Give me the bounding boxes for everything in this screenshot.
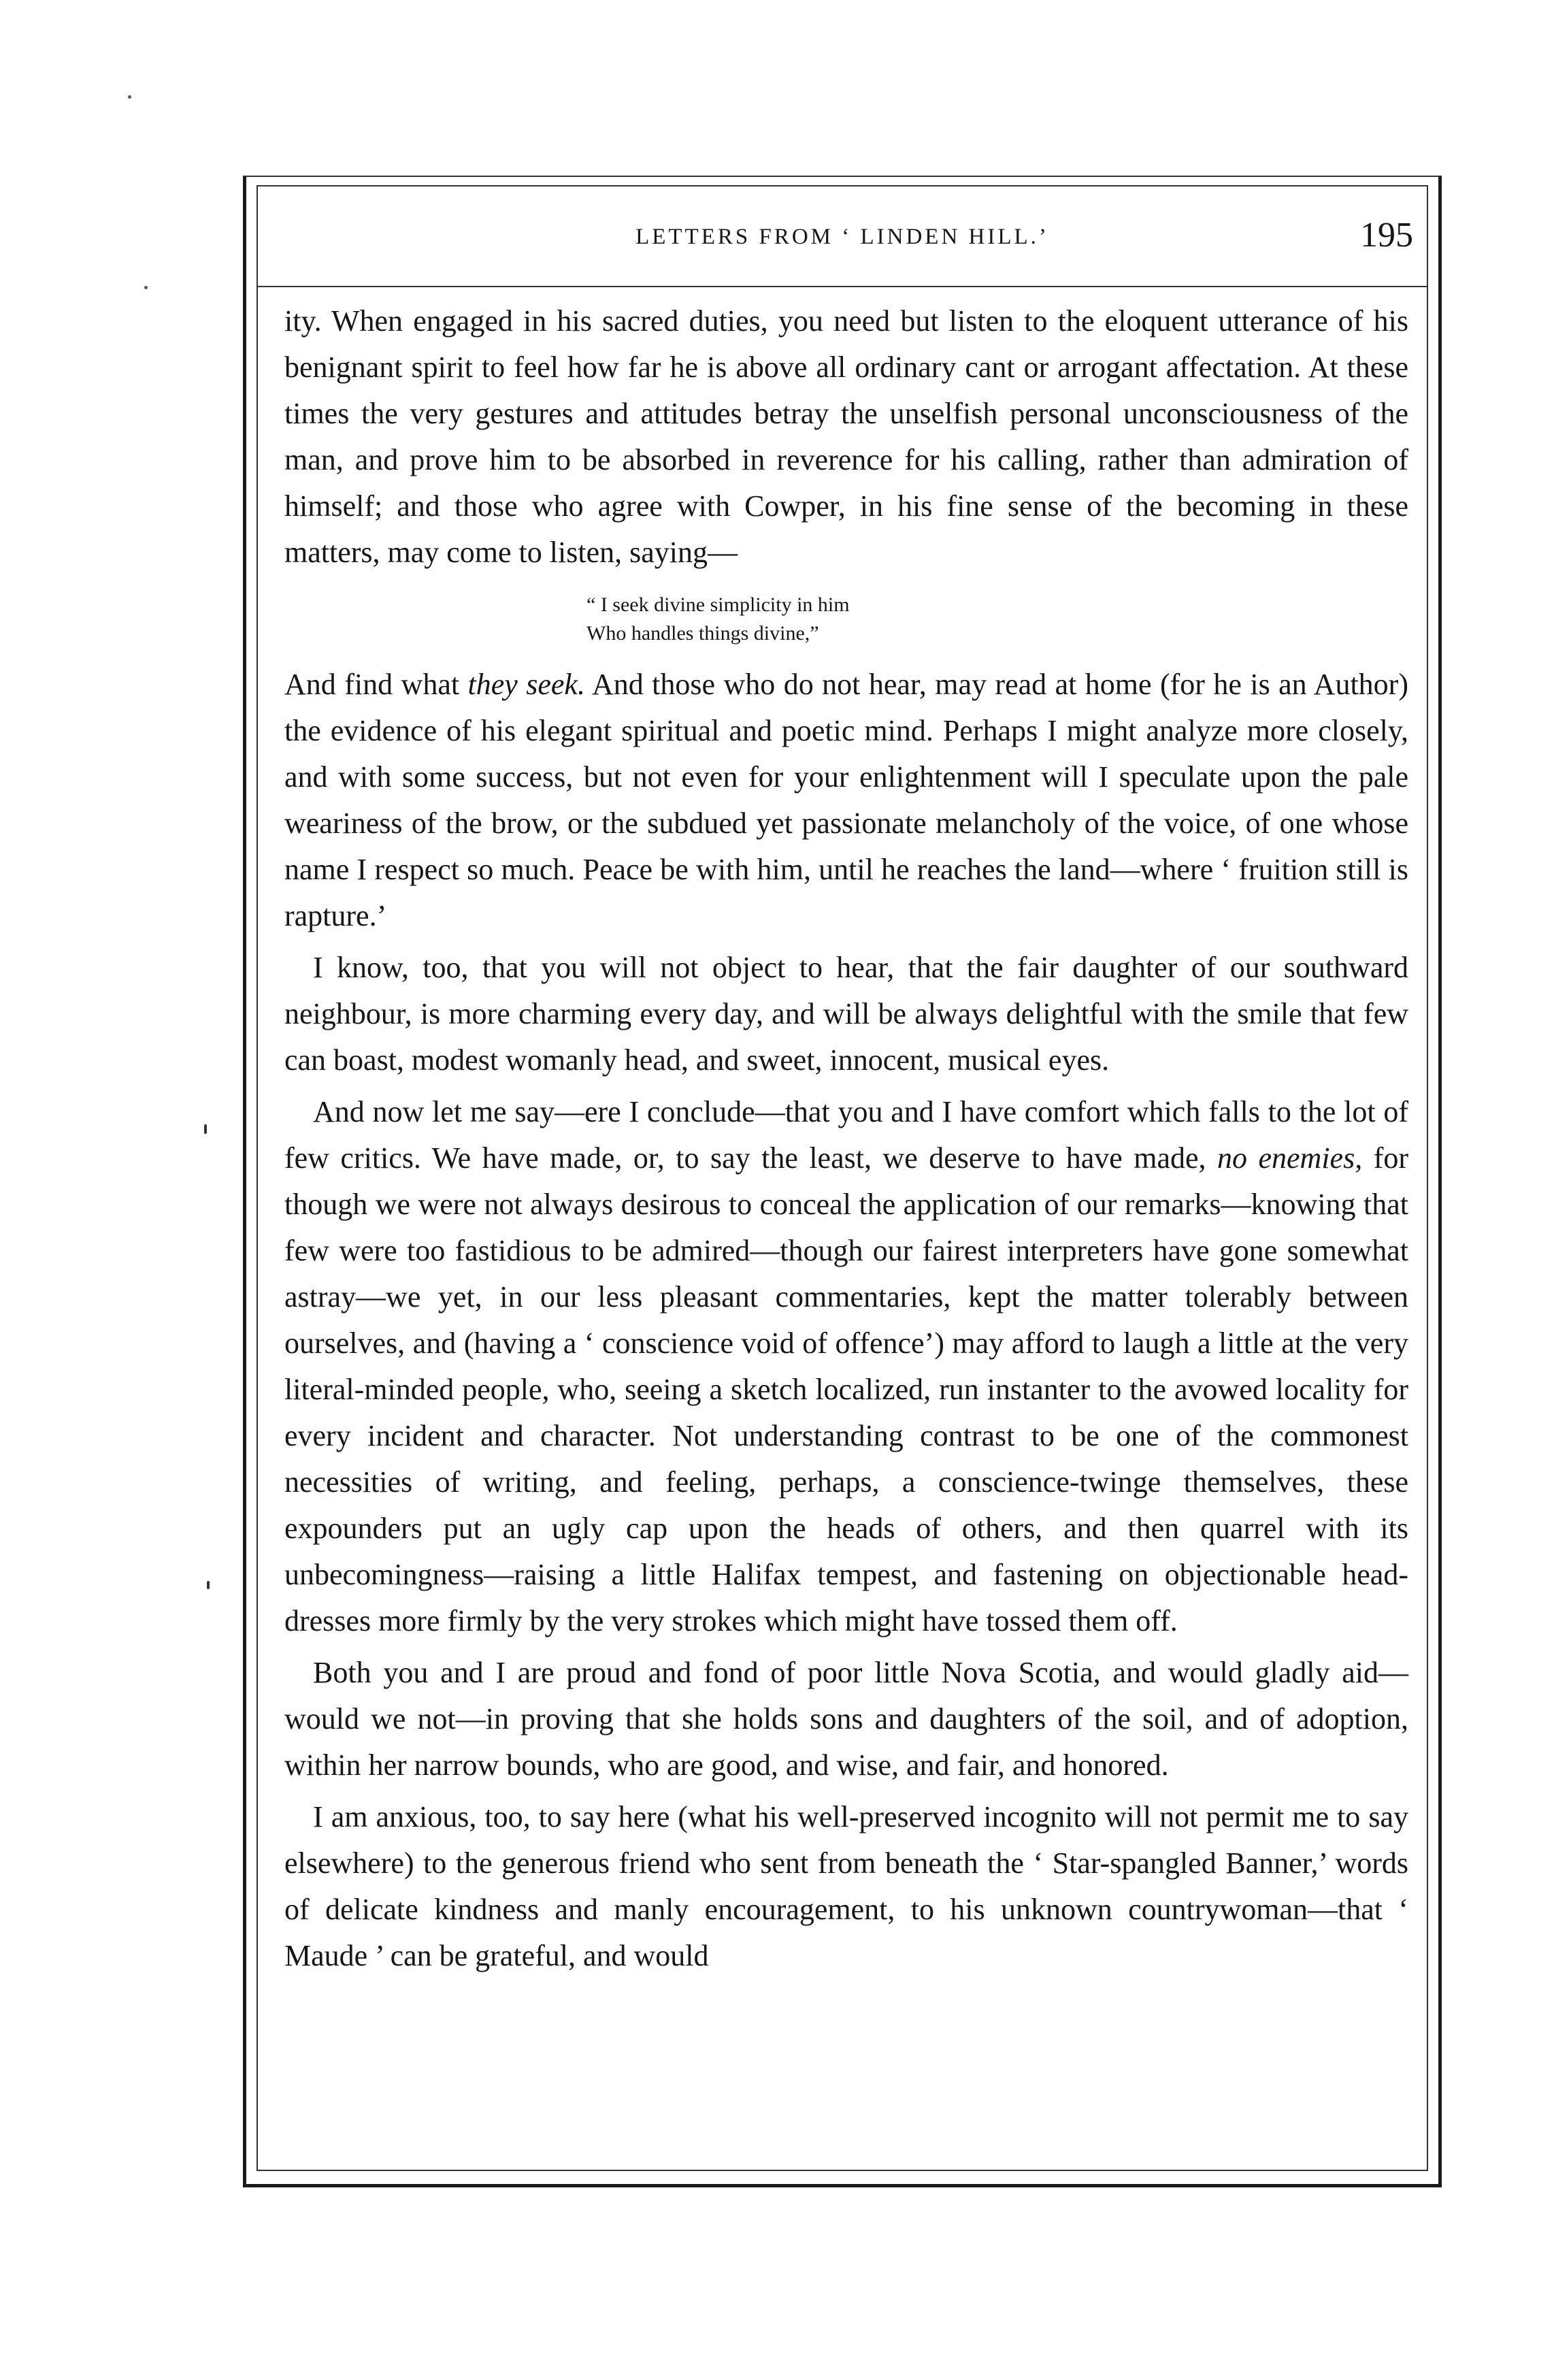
margin-mark [204, 1124, 207, 1134]
paragraph-6: I am anxious, too, to say here (what his well-preserved incognito will not permit me to say elsewhere) to the generous friend who sent from beneath the ‘ Star-spangled Banner,’ words of delicate kindness and manly encouragement, to his unknown countrywoman—that ‘ Maude ’ can be grateful, and would [284, 1800, 1408, 1972]
quote-line-1: “ I seek divine simplicity in him [586, 593, 850, 616]
paragraph-4-start: And now let me say—ere I conclude—that you and I have comfort which falls to the lot of few critics. We have made, or, to say the least, we deserve to have made, [284, 1095, 1408, 1175]
body-text [284, 298, 1408, 1979]
paragraph-2-emphasis: they seek. [467, 668, 585, 701]
page-number: 195 [1360, 216, 1413, 255]
running-head: LETTERS FROM ‘ LINDEN HILL.’ [635, 225, 1049, 249]
paragraph-4-rest: for though we were not always desirous to conceal the application of our remarks—knowing that few were too fastidious to be admired—though our fairest interpreters have gone somewhat astray—we yet, in our less pleasant commentaries, kept the matter tolerably between ourselves, and (having a ‘ conscience void of offence’) may afford to laugh a little at the very literal-minded people, who, seeing a sketch localized, run instanter to the avowed locality for every incident and character. Not understanding contrast to be one of the commonest necessities of writing, and feeling, perhaps, a conscience-twinge themselves, these expounders put an ugly cap upon the heads of others, and then quarrel with its unbecomingness—raising a little Halifax tempest, and fastening on objectionable head-dresses more firmly by the very strokes which might have tossed them off. [284, 1141, 1408, 1637]
header-rule [257, 286, 1428, 287]
paragraph-2-rest: And those who do not hear, may read at home (for he is an Author) the evidence of his elegant spiritual and poetic mind. Perhaps I might analyze more closely, and with some success, but not even for your enlightenment will I speculate upon the pale weariness of the brow, or the subdued yet passionate melancholy of the voice, of one whose name I respect so much. Peace be with him, until he reaches the land—where ‘ fruition still is rapture.’ [284, 668, 1408, 932]
paragraph-1: ity. When engaged in his sacred duties, you need but listen to the eloquent utterance of his benignant spirit to feel how far he is above all ordinary cant or arrogant affectation. At these times the very gestures and attitudes betray the unselfish personal unconsciousness of the man, and prove him to be absorbed in reverence for his calling, rather than admiration of himself; and those who agree with Cowper, in his fine sense of the becoming in these matters, may come to listen, saying— [284, 304, 1408, 569]
paragraph-5: Both you and I are proud and fond of poor little Nova Scotia, and would gladly aid—would we not—in proving that she holds sons and daughters of the soil, and of adoption, within her narrow bounds, who are good, and wise, and fair, and honored. [284, 1656, 1408, 1782]
page-header [257, 204, 1428, 286]
paragraph-4 [284, 1089, 1408, 1644]
scan-speck [128, 95, 131, 99]
paragraph-4-emphasis: no enemies, [1217, 1141, 1363, 1175]
scan-speck [144, 286, 148, 289]
quote-line-2: Who handles things divine,” [586, 622, 819, 645]
paragraph-2-start: And find what [284, 668, 468, 701]
paragraph-2 [284, 662, 1408, 939]
verse-quote [284, 591, 1408, 648]
paragraph-3: I know, too, that you will not object to hear, that the fair daughter of our southward neighbour, is more charming every day, and will be always delightful with the smile that few can boast, modest womanly head, and sweet, innocent, musical eyes. [284, 951, 1408, 1077]
margin-mark [207, 1581, 210, 1589]
